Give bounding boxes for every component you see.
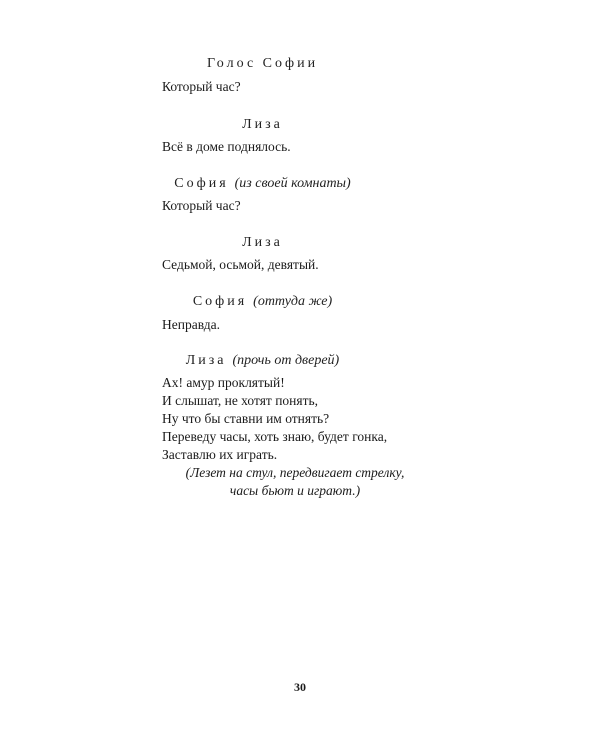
verse-line: И слышат, не хотят понять, — [162, 393, 319, 408]
stage-note: (прочь от дверей) — [232, 353, 340, 368]
speaker-name: София — [174, 176, 229, 191]
speaker-heading — [0, 293, 525, 311]
speaker-heading — [0, 175, 525, 193]
speaker-name: София — [192, 294, 248, 309]
speaker-name: Лиза — [242, 235, 283, 250]
verse-block — [162, 374, 387, 464]
speaker-heading — [0, 352, 525, 370]
stage-note: (оттуда же) — [253, 294, 333, 309]
speaker-heading — [0, 116, 525, 134]
verse-line: Ну что бы ставни им отнять? — [162, 411, 330, 426]
dialogue-line: Седьмой, осьмой, девятый. — [162, 257, 319, 272]
page-number: 30 — [294, 680, 306, 694]
stage-direction-line: (Лезет на стул, передвигает стрелку, — [185, 465, 405, 480]
verse-line: Заставлю их играть. — [162, 447, 278, 462]
speaker-heading — [0, 55, 525, 73]
speaker-name: Лиза — [185, 353, 227, 368]
stage-direction — [0, 464, 590, 500]
verse-line: Переведу часы, хоть знаю, будет гонка, — [162, 429, 388, 444]
speaker-name: Лиза — [242, 117, 283, 132]
speaker-heading — [0, 234, 525, 252]
dialogue-line: Который час? — [162, 198, 241, 213]
verse-line: Ах! амур проклятый! — [162, 375, 285, 390]
dialogue-line: Всё в доме поднялось. — [162, 139, 291, 154]
dialogue-line: Неправда. — [162, 317, 220, 332]
stage-direction-line: часы бьют и играют.) — [229, 483, 361, 498]
speaker-name: Голос Софии — [206, 56, 319, 71]
dialogue-line: Который час? — [162, 79, 241, 94]
stage-note: (из своей комнаты) — [234, 176, 351, 191]
